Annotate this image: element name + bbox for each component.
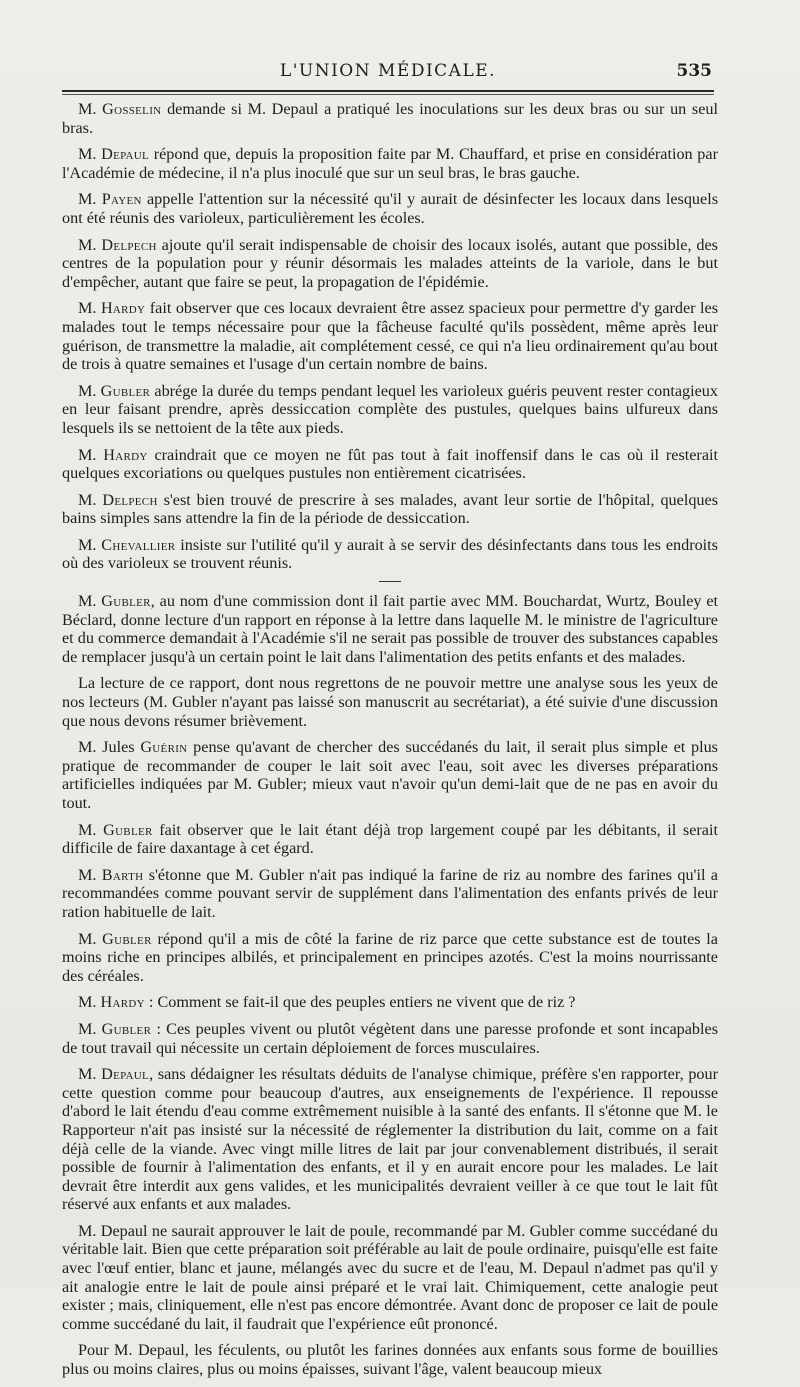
paragraph-text: La lecture de ce rapport, dont nous regrettons de ne pouvoir mettre une analyse sous les yeux de nos lecteurs (M. Gubler n'ayant pas laissé son manuscrit au secrétariat), a été suivie d'une discussion que nous devons résumer brièvement. bbox=[62, 674, 718, 730]
paragraph-text: fait observer que le lait étant déjà trop largement coupé par les débitants, il serait difficile de faire daxantage à cet égard. bbox=[62, 820, 718, 858]
speaker-name: M. Gubler bbox=[78, 592, 151, 611]
paragraph-text: répond qu'il a mis de côté la farine de riz parce que cette substance est de toutes la moins riche en principes albilés, et principalement en principes azotés. C'est la moins nourrissante des céréales. bbox=[62, 929, 718, 985]
speaker-name: M. Depaul bbox=[78, 145, 150, 164]
paragraph-text: appelle l'attention sur la nécessité qu'il y aurait de désinfecter les locaux dans lesquels ont été réunis des varioleux, particulièrement les écoles. bbox=[62, 190, 718, 227]
paragraph bbox=[62, 592, 718, 666]
paragraph bbox=[62, 491, 718, 528]
paragraph bbox=[62, 145, 718, 182]
paragraph-text: ajoute qu'il serait indispensable de choisir des locaux isolés, autant que possible, des centres de la population pour y réunir désormais les malades atteints de la variole, dans le but d'empêcher, autant que faire se peut, la propagation de l'épidémie. bbox=[62, 235, 718, 291]
speaker-name: M. Gubler bbox=[78, 929, 152, 948]
paragraph bbox=[62, 738, 718, 812]
paragraph-text: , sans dédaigner les résultats déduits de l'analyse chimique, préfère s'en rapporter, pour cette question comme pour beaucoup d'autres, aux enseignements de l'expérience. Il repousse d'abord le lait étendu d'eau comme extrêmement nuisible à la santé des enfants. Il s'étonne que M. le Rapporteur n'ait pas insisté sur la nécessité de réglementer la distribution du lait, comme on a fait déjà celle de la viande. Avec vingt mille litres de lait par jour convenablement distribués, il serait possible de fournir à l'alimentation des enfants, et il y en aurait encore pour les malades. Le lait devrait être interdit aux gens valides, et les municipalités devraient veiller à ce que tout le lait fût réservé aux enfants et aux malades. bbox=[62, 1065, 718, 1214]
paragraph bbox=[62, 299, 718, 373]
page-number: 535 bbox=[676, 61, 712, 81]
speaker-name: M. Depaul bbox=[78, 1065, 150, 1084]
speaker-name: M. Hardy bbox=[78, 993, 145, 1012]
header-rule-thin bbox=[62, 94, 714, 95]
paragraph bbox=[62, 190, 718, 227]
paragraph bbox=[62, 1341, 718, 1378]
paragraph-text: : Comment se fait-il que des peuples entiers ne vivent que de riz ? bbox=[144, 993, 576, 1012]
speaker-name: M. Delpech bbox=[78, 235, 157, 254]
paragraph-text: , au nom d'une commission dont il fait partie avec MM. Bouchardat, Wurtz, Bouley et Béclard, donne lecture d'un rapport en réponse à la lettre dans laquelle M. le ministre de l'agriculture et du commerce demandait à l'Académie s'il ne serait pas possible de trouver des substances capables de remplacer jusqu'à un certain point le lait dans l'alimentation des petits enfants et des malades. bbox=[62, 592, 718, 666]
speaker-name: M. Payen bbox=[78, 190, 142, 209]
paragraph bbox=[62, 821, 718, 858]
running-title: L'UNION MÉDICALE. bbox=[279, 61, 497, 81]
speaker-name: M. Hardy bbox=[78, 445, 148, 464]
paragraph bbox=[62, 930, 718, 986]
paragraph bbox=[62, 236, 718, 292]
speaker-name: M. Delpech bbox=[78, 490, 158, 509]
paragraph bbox=[62, 674, 718, 730]
speaker-name: M. Gubler bbox=[78, 820, 153, 839]
section-separator bbox=[379, 581, 401, 582]
paragraph bbox=[62, 1065, 718, 1214]
speaker-name: M. Chevallier bbox=[78, 535, 176, 554]
paragraph-text: pense qu'avant de chercher des succédanés du lait, il serait plus simple et plus pratique de recommander de couper le lait soit avec l'eau, soit avec les diverses préparations artificielles indiquées par M. Gubler; mieux vaut n'avoir qu'un demi-lait que de ne pas en avoir du tout. bbox=[62, 738, 718, 812]
page-header bbox=[60, 58, 716, 88]
paragraph bbox=[62, 100, 718, 137]
paragraph-text: M. Depaul ne saurait approuver le lait de poule, recommandé par M. Gubler comme succédané du véritable lait. Bien que cette préparation soit préférable au lait de poule ordinaire, puisqu'elle est faite avec l'œuf entier, blanc et jaune, mélangés avec du sucre et de l'eau, M. Depaul n'admet pas qu'il y ait analogie entre le lait de poule ainsi préparé et le vrai lait. Chimiquement, cette analogie peut exister ; mais, cliniquement, elle n'est pas encore démontrée. Avant donc de proposer ce lait de poule comme succédané du lait, il faudrait que l'expérience eût prononcé. bbox=[62, 1221, 718, 1333]
paragraph-text: Pour M. Depaul, les féculents, ou plutôt les farines données aux enfants sous forme de bouillies plus ou moins claires, plus ou moins épaisses, suivant l'âge, valent beaucoup mieux bbox=[62, 1341, 718, 1379]
body-text bbox=[62, 100, 718, 1387]
paragraph bbox=[62, 866, 718, 922]
paragraph-text: insiste sur l'utilité qu'il y aurait à se servir des désinfectants dans tous les endroits où des varioleux se trouvent réunis. bbox=[62, 535, 718, 573]
speaker-name: M. Jules Guérin bbox=[78, 738, 188, 757]
paragraph bbox=[62, 446, 718, 483]
speaker-name: M. Barth bbox=[78, 865, 144, 884]
paragraph-text: s'étonne que M. Gubler n'ait pas indiqué la farine de riz au nombre des farines qu'il a recommandées comme pouvant servir de supplément dans l'alimentation des enfants privés de leur ration habituelle de lait. bbox=[62, 865, 718, 921]
paragraph-text: craindrait que ce moyen ne fût pas tout à fait inoffensif dans le cas où il resterait quelques excoriations ou quelques pustules non entièrement cicatrisées. bbox=[62, 445, 718, 483]
speaker-name: M. Hardy bbox=[78, 299, 146, 318]
paragraph-text: abrége la durée du temps pendant lequel les varioleux guéris peuvent rester contagieux en leur faisant prendre, après dessiccation complète des pustules, quelques bains ulfureux dans lesquels ils se nettoient de la tête aux pieds. bbox=[62, 381, 718, 437]
paragraph-text: : Ces peuples vivent ou plutôt végètent dans une paresse profonde et sont incapables de tout travail qui nécessite un certain déploiement de forces musculaires. bbox=[62, 1019, 718, 1057]
paragraph-text: s'est bien trouvé de prescrire à ses malades, avant leur sortie de l'hôpital, quelques bains simples sans attendre la fin de la période de dessiccation. bbox=[62, 490, 718, 528]
paragraph-text: demande si M. Depaul a pratiqué les inoculations sur les deux bras ou sur un seul bras. bbox=[62, 100, 718, 137]
paragraph bbox=[62, 1020, 718, 1057]
speaker-name: M. Gosselin bbox=[78, 100, 162, 118]
header-rule bbox=[62, 90, 714, 92]
paragraph-text: fait observer que ces locaux devraient être assez spacieux pour permettre d'y garder les malades tout le temps nécessaire pour que la fâcheuse faculté qu'ils possèdent, même après leur guérison, de transmettre la maladie, ait complétement cessé, ce qui n'a lieu ordinairement qu'au bout de trois à quatre semaines et l'usage d'un certain nombre de bains. bbox=[62, 299, 718, 374]
paragraph bbox=[62, 536, 718, 573]
paragraph bbox=[62, 1222, 718, 1334]
speaker-name: M. Gubler bbox=[78, 1019, 152, 1038]
speaker-name: M. Gubler bbox=[78, 381, 151, 400]
paragraph bbox=[62, 382, 718, 438]
paragraph-text: répond que, depuis la proposition faite par M. Chauffard, et prise en considération par l'Académie de médecine, il n'a plus inoculé que sur un seul bras, le bras gauche. bbox=[62, 145, 718, 182]
paragraph bbox=[62, 993, 718, 1012]
